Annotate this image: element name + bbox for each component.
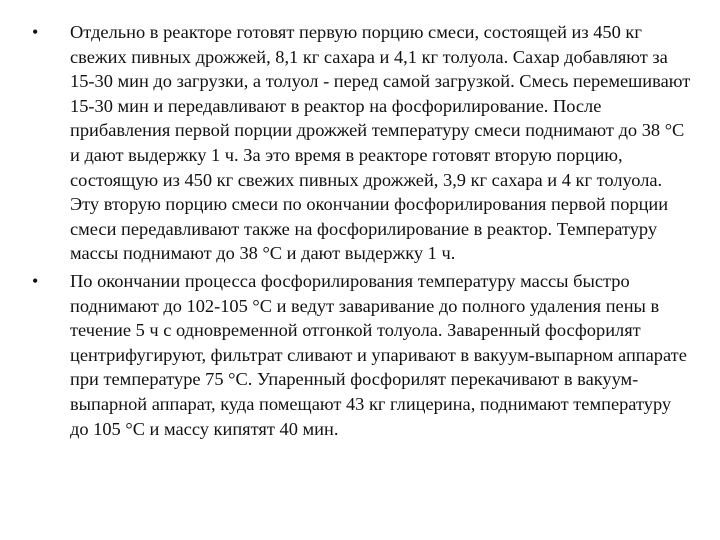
paragraph-text: По окончании процесса фосфорилирования температуру массы быстро поднимают до 102-105 °С и ведут заваривание до полного удаления пены в течение 5 ч с одновременной отгонкой толуола. Заваренный фосфорилят центрифугируют, фильтрат сливают и упаривают в вакуум-выпарном аппарате при температуре 75 °С. Упаренный фосфорилят перекачивают в вакуум-выпарной аппарат, куда помещают 43 кг глицерина, поднимают температуру до 105 °С и массу кипятят 40 мин. bbox=[70, 270, 687, 439]
list-item bbox=[32, 269, 692, 441]
bullet-marker: • bbox=[32, 22, 39, 42]
bullet-marker: • bbox=[32, 270, 39, 291]
paragraph-text: Отдельно в реакторе готовят первую порцию смеси, состоящей из 450 кг свежих пивных дрожжей, 8,1 кг сахара и 4,1 кг толуола. Сахар добавляют за 15-30 мин до загрузки, а толуол - перед самой загрузкой. Смесь перемешивают 15-30 мин и передавливают в реактор на фосфорилирование. После прибавления первой порции дрожжей температуру смеси поднимают до 38 °С и дают выдержку 1 ч. За это время в реакторе готовят вторую порцию, состоящую из 450 кг свежих пивных дрожжей, 3,9 кг сахара и 4 кг толуола. Эту вторую порцию смеси по окончании фосфорилирования первой порции смеси передавливают также на фосфорилирование в реактор. Температуру массы поднимают до 38 °С и дают выдержку 1 ч. bbox=[70, 22, 691, 264]
list-item bbox=[32, 20, 692, 266]
bullet-list bbox=[32, 20, 692, 444]
